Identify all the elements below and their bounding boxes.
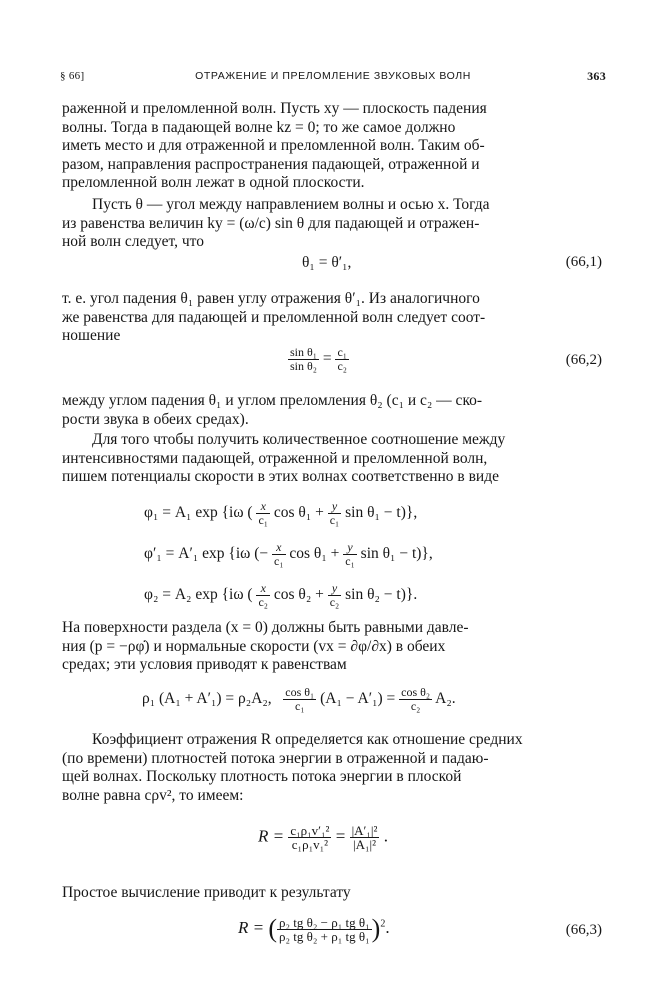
text-line: ния (p = −ρφ̇) и нормальные скорости (vx = ∂φ/∂x) в обеих <box>62 637 446 655</box>
fraction: $\frac{\text{cos θ₂}}{\text{c₂}}$ <box>401 685 431 713</box>
equation-number: (66,2) <box>565 352 602 368</box>
paragraph-8 <box>62 884 602 903</box>
text-line: разом, направления распространения падающей, отраженной и <box>62 155 480 173</box>
page-number: 363 <box>587 69 606 83</box>
paragraph-4 <box>62 392 602 429</box>
text-line: средах; эти условия приводят к равенствам <box>62 656 347 674</box>
potential-equation <box>62 578 602 614</box>
text-line: преломленной волн лежат в одной плоскости. <box>62 174 365 192</box>
equation-body: $\frac{\text{sin θ₁}}{\text{sin θ₂}}$ = $\frac{\text{c₁}}{\text{c₂}}$ <box>290 345 347 373</box>
paragraph-7 <box>62 731 602 805</box>
fraction: $\frac{y}{\text{c₁}}$ <box>329 499 340 527</box>
text-line: между углом падения θ₁ и углом преломления θ₂ (c₁ и c₂ — ско- <box>62 392 483 409</box>
fraction: $\frac{\text{c₁ρ₁v′₁²}}{\text{c₁ρ₁v₁²}}$ <box>290 823 330 852</box>
fraction: $\frac{x}{\text{c₂}}$ <box>258 581 268 609</box>
equation-body: φ₁ = A₁ exp {iω ( $\frac{x}{\text{c₁}}$ cos θ₁ + $\frac{y}{\text{c₁}}$ sin θ₁ − t)}, <box>144 499 418 527</box>
boundary-equations <box>62 680 602 716</box>
fraction: $\frac{\text{cos θ₁}}{\text{c₁}}$ <box>285 685 315 713</box>
potential-equation <box>62 496 602 532</box>
text-line: рости звука в обеих средах). <box>62 410 249 428</box>
text-line: интенсивностями падающей, отраженной и преломленной волн, <box>62 449 488 467</box>
fraction: $\frac{x}{\text{c₁}}$ <box>274 540 284 568</box>
fraction: $\frac{\text{c₁}}{\text{c₂}}$ <box>337 345 347 373</box>
text-line: (по времени) плотностей потока энергии в отраженной и падаю- <box>62 749 489 767</box>
equation-body: φ₂ = A₂ exp {iω ( $\frac{x}{\text{c₂}}$ cos θ₂ + $\frac{y}{\text{c₂}}$ sin θ₂ − t)}. <box>144 581 418 609</box>
text-line: из равенства величин ky = (ω/c) sin θ для падающей и отражен- <box>62 214 480 232</box>
paragraph-3 <box>62 290 602 346</box>
paragraph-5 <box>62 431 602 487</box>
equation-66-3 <box>62 910 602 954</box>
equation-body: θ₁ = θ′₁, <box>302 254 352 271</box>
text-line: щей волнах. Поскольку плотность потока энергии в плоской <box>62 768 462 786</box>
equation-number: (66,3) <box>565 922 602 938</box>
text-line: раженной и преломленной волн. Пусть xy — плоскость падения <box>62 100 487 117</box>
equation-body: R = $\frac{\text{c₁ρ₁v′₁²}}{\text{c₁ρ₁v₁²}}$ = $\frac{\text{|A′₁|²}}{\text{|A₁|²}}$ . <box>258 823 388 852</box>
fraction: $\frac{y}{\text{c₂}}$ <box>329 581 340 609</box>
text-line: Коэффициент отражения R определяется как отношение средних <box>92 731 523 748</box>
text-line: т. е. угол падения θ₁ равен углу отражения θ′₁. Из аналогичного <box>62 290 480 307</box>
text-line: На поверхности раздела (x = 0) должны быть равными давле- <box>62 619 469 636</box>
text-line: Простое вычисление приводит к результату <box>62 884 351 901</box>
text-line: волне равна cρv², то имеем: <box>62 786 244 804</box>
paragraph-2 <box>62 196 602 252</box>
potential-equation <box>62 537 602 573</box>
fraction: $\frac{x}{\text{c₁}}$ <box>258 499 268 527</box>
text-line: пишем потенциалы скорости в этих волнах соответственно в виде <box>62 468 499 486</box>
equation-body: φ′₁ = A′₁ exp {iω (− $\frac{x}{\text{c₁}}$ cos θ₁ + $\frac{y}{\text{c₁}}$ sin θ₁ − t)}, <box>144 540 433 568</box>
text-line: же равенства для падающей и преломленной волн следует соот- <box>62 308 486 326</box>
equation-66-1 <box>62 252 602 280</box>
equation-number: (66,1) <box>565 254 602 270</box>
equation-body: R = ( $\frac{\text{ρ₂ tg θ₂ − ρ₁ tg θ₁}}{\text{ρ₂ tg θ₂ + ρ₁ tg θ₁}}$ )$^2$. <box>238 914 390 944</box>
section-marker: § 66] <box>60 70 85 82</box>
text-line: волны. Тогда в падающей волне kz = 0; то же самое должно <box>62 118 456 136</box>
fraction: $\frac{\text{ρ₂ tg θ₂ − ρ₁ tg θ₁}}{\text{ρ₂ tg θ₂ + ρ₁ tg θ₁}}$ <box>279 914 370 944</box>
equation-body: ρ₁ (A₁ + A′₁) = ρ₂A₂, $\frac{\text{cos θ₁}}{\text{c₁}}$ (A₁ − A′₁) = $\frac{\text{cos θ₂}}{\text{c₂}}$ A₂. <box>142 685 456 713</box>
fraction: $\frac{\text{|A′₁|²}}{\text{|A₁|²}}$ <box>351 823 378 852</box>
fraction: $\frac{\text{sin θ₁}}{\text{sin θ₂}}$ <box>290 345 317 373</box>
reflection-coefficient-definition <box>62 816 602 872</box>
text-line: Пусть θ — угол между направлением волны и осью x. Тогда <box>92 196 490 213</box>
paragraph-1 <box>62 100 602 193</box>
paragraph-6 <box>62 619 602 675</box>
text-line: ношение <box>62 327 121 345</box>
equation-66-2 <box>62 346 602 380</box>
text-line: Для того чтобы получить количественное соотношение между <box>92 431 506 448</box>
fraction: $\frac{y}{\text{c₁}}$ <box>345 540 355 568</box>
chapter-title: ОТРАЖЕНИЕ И ПРЕЛОМЛЕНИЕ ЗВУКОВЫХ ВОЛН <box>195 70 471 82</box>
text-line: ной волн следует, что <box>62 233 204 251</box>
text-line: иметь место и для отраженной и преломленной волн. Таким об- <box>62 137 485 155</box>
running-header <box>60 66 606 88</box>
